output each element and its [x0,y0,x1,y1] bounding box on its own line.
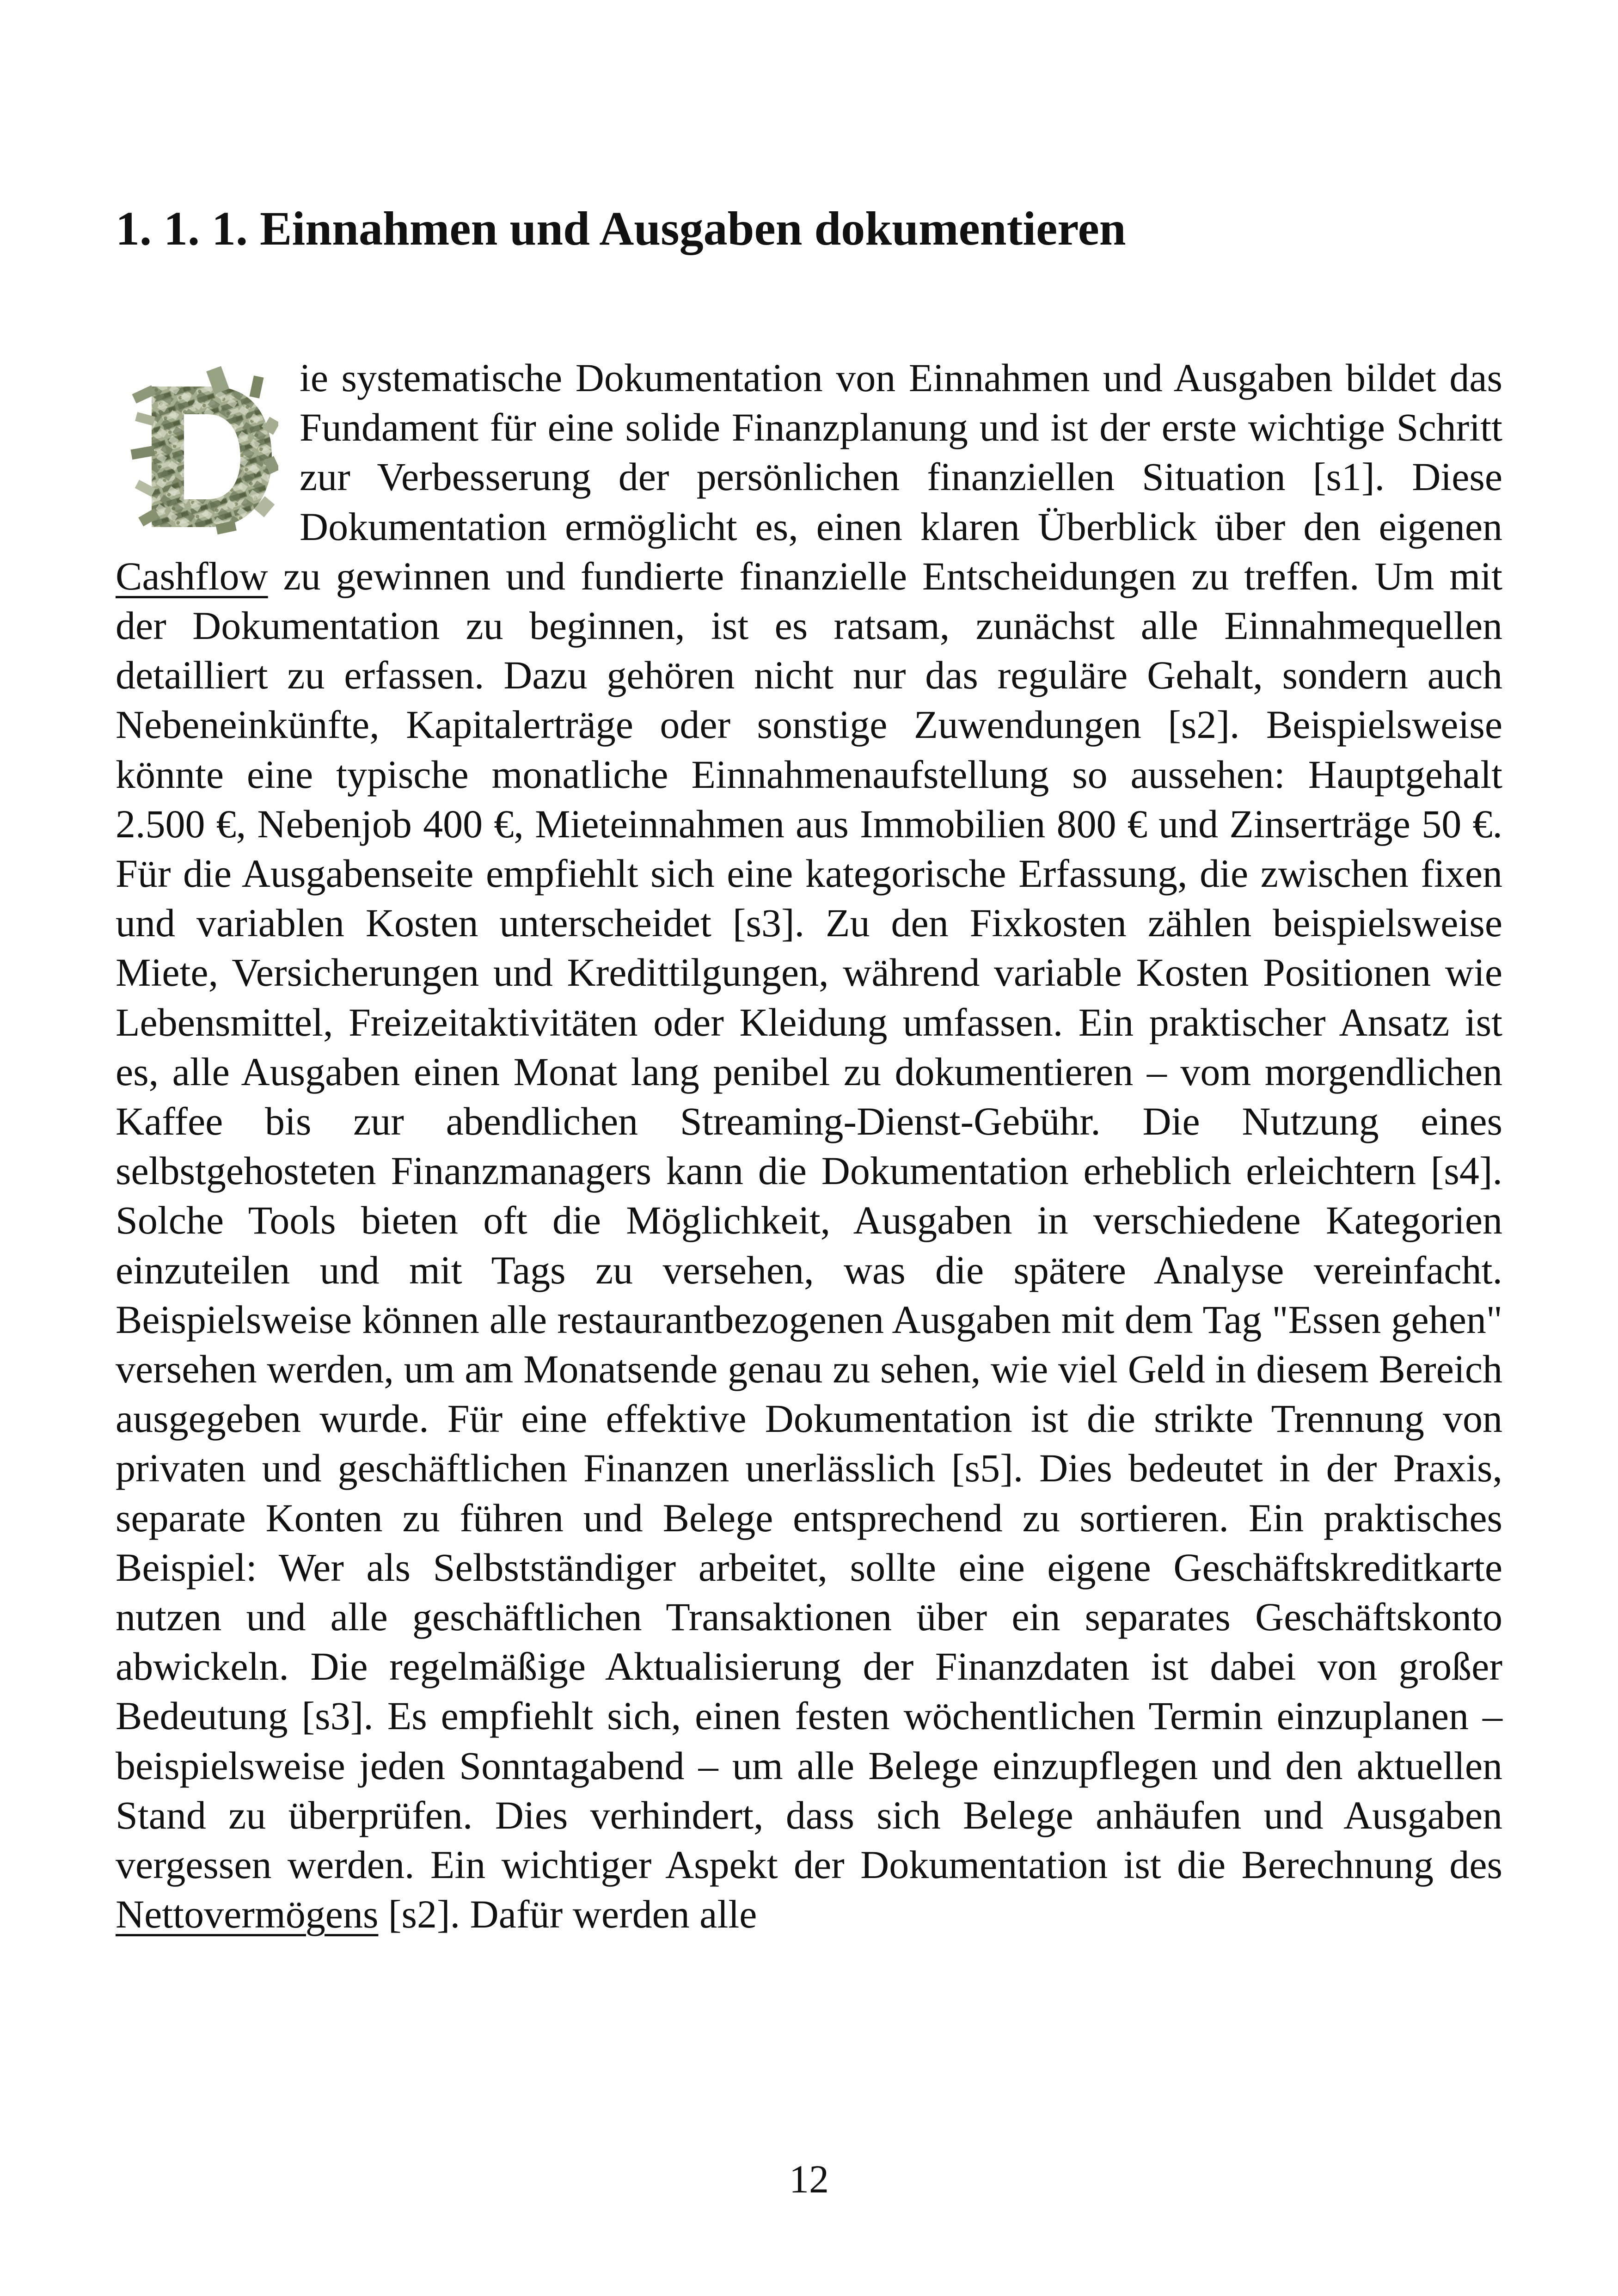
paragraph-text-part-1: ie systematische Dokumentation von Einnahmen und Ausgaben bildet das Fundament für eine solide Finanzplanung und ist der erste wichtige Schritt zur Verbesserung der persönlichen finanziellen Situation [s1]. Diese Dokumentation ermöglicht es, einen klaren Überblick über den eigenen [300,356,1502,549]
body-paragraph [116,353,1502,1940]
paragraph-text-part-3: [s2]. Dafür werden alle [388,1892,757,1937]
paragraph-text-part-2: zu gewinnen und fundierte finanzielle Entscheidungen zu treffen. Um mit der Dokumentation zu beginnen, ist es ratsam, zunächst alle Einnahmequellen detailliert zu erfassen. Dazu gehören nicht nur das reguläre Gehalt, sondern auch Nebeneinkünfte, Kapitalerträge oder sonstige Zuwendungen [s2]. Beispielsweise könnte eine typische monatliche Einnahmenaufstellung so aussehen: Hauptgehalt 2.500 €, Nebenjob 400 €, Mieteinnahmen aus Immobilien 800 € und Zinserträge 50 €. Für die Ausgabenseite empfiehlt sich eine kategorische Erfassung, die zwischen fixen und variablen Kosten unterscheidet [s3]. Zu den Fixkosten zählen beispielsweise Miete, Versicherungen und Kredittilgungen, während variable Kosten Positionen wie Lebensmittel, Freizeitaktivitäten oder Kleidung umfassen. Ein praktischer Ansatz ist es, alle Ausgaben einen Monat lang penibel zu dokumentieren – vom morgendlichen Kaffee bis zur abendlichen Streaming-Dienst-Gebühr. Die Nutzung eines selbstgehosteten Finanzmanagers kann die Dokumentation erheblich erleichtern [s4]. Solche Tools bieten oft die Möglichkeit, Ausgaben in verschiedene Kategorien einzuteilen und mit Tags zu versehen, was die spätere Analyse vereinfacht. Beispielsweise können alle restaurantbezogenen Ausgaben mit dem Tag "Essen gehen" versehen werden, um am Monatsende genau zu sehen, wie viel Geld in diesem Bereich ausgegeben wurde. Für eine effektive Dokumentation ist die strikte Trennung von privaten und geschäftlichen Finanzen unerlässlich [s5]. Dies bedeutet in der Praxis, separate Konten zu führen und Belege entsprechend zu sortieren. Ein praktisches Beispiel: Wer als Selbstständiger arbeitet, sollte eine eigene Geschäftskreditkarte nutzen und alle geschäftlichen Transaktionen über ein separates Geschäftskonto abwickeln. Die regelmäßige Aktualisierung der Finanzdaten ist dabei von großer Bedeutung [s3]. Es empfiehlt sich, einen festen wöchentlichen Termin einzuplanen – beispielsweise jeden Sonntagabend – um alle Belege einzupflegen und den aktuellen Stand zu überprüfen. Dies verhindert, dass sich Belege anhäufen und Ausgaben vergessen werden. Ein wichtiger Aspekt der Dokumentation ist die Berechnung des [116,553,1502,1887]
drop-cap-letter-d [119,360,278,545]
glossary-term-cashflow[interactable]: Cashflow [116,553,268,598]
glossary-term-nettovermoegen[interactable]: Nettovermögens [116,1892,379,1937]
page-number: 12 [789,2157,829,2201]
section-heading: 1. 1. 1. Einnahmen und Ausgaben dokumentieren [116,202,1126,255]
banknote-collage-d-icon [119,360,278,545]
